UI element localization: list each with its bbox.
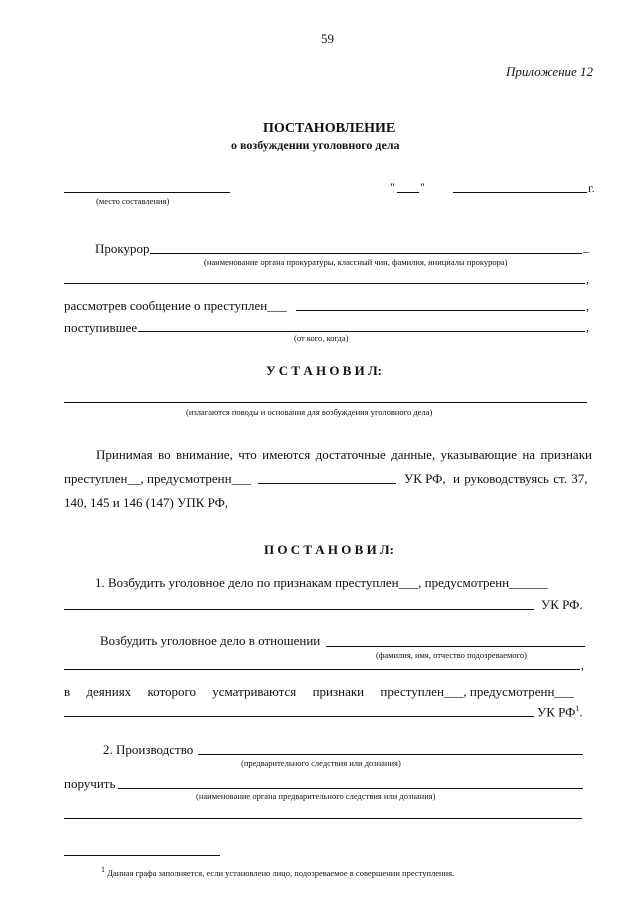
paragraph-word: имеются bbox=[262, 447, 311, 462]
date-quote-close: " bbox=[420, 180, 425, 194]
year-suffix: г. bbox=[588, 181, 595, 195]
footnote-separator bbox=[64, 855, 220, 856]
prosecutor-caption: (наименование органа прокуратуры, классный чин, фамилия, инициалы прокурора) bbox=[204, 257, 508, 267]
footnote-text: Данная графа заполняется, если установлено лицо, подозреваемое в совершении преступления. bbox=[107, 867, 455, 878]
deeds-line bbox=[64, 685, 574, 698]
prosecutor-line bbox=[150, 253, 582, 254]
page-number: 59 bbox=[321, 31, 334, 46]
paragraph-word: внимание, bbox=[175, 447, 233, 462]
item1b-line bbox=[326, 646, 585, 647]
established-line bbox=[64, 402, 587, 403]
item1-line bbox=[64, 609, 534, 610]
date-month-line bbox=[453, 192, 587, 193]
prosecutor-line-end: _ bbox=[583, 240, 589, 254]
date-quote-open: " bbox=[390, 180, 395, 194]
deeds-word: преступлен___, предусмотренн___ bbox=[380, 684, 574, 699]
item2-caption: (предварительного следствия или дознания) bbox=[241, 758, 401, 768]
deeds-word: усматриваются bbox=[212, 684, 297, 699]
received-label: поступившее bbox=[64, 320, 138, 335]
considered-line bbox=[296, 310, 585, 311]
item1-text: 1. Возбудить уголовное дело по признакам преступлен___, предусмотренн______ bbox=[95, 575, 549, 590]
considered-comma: , bbox=[586, 299, 589, 313]
paragraph-word: что bbox=[238, 447, 257, 462]
item1b-caption: (фамилия, имя, отчество подозреваемого) bbox=[376, 650, 527, 660]
document-title: ПОСТАНОВЛЕНИЕ bbox=[263, 121, 396, 136]
deeds-blank-line bbox=[64, 716, 534, 717]
item1b-text: Возбудить уголовное дело в отношении bbox=[100, 633, 321, 648]
received-line bbox=[138, 331, 585, 332]
paragraph-line-2-blank bbox=[258, 483, 396, 484]
received-comma: , bbox=[586, 320, 589, 334]
paragraph-word: данные, bbox=[391, 447, 436, 462]
item1b-comma: , bbox=[581, 658, 584, 672]
prosecutor-line-2-comma: , bbox=[586, 272, 589, 286]
deeds-word: которого bbox=[147, 684, 196, 699]
footnote-mark: 1 bbox=[101, 865, 105, 874]
footnote bbox=[101, 866, 454, 877]
paragraph-line-1 bbox=[96, 448, 592, 461]
paragraph-line-2-start: преступлен__, предусмотренн___ bbox=[64, 471, 252, 486]
item2-text: 2. Производство bbox=[103, 742, 194, 757]
paragraph-word: на bbox=[522, 447, 536, 462]
deeds-word: деяниях bbox=[86, 684, 132, 699]
established-caption: (излагаются поводы и основания для возбуждения уголовного дела) bbox=[186, 407, 433, 417]
footnote-reference: 1 bbox=[575, 704, 580, 713]
resolved-heading: П О С Т А Н О В И Л: bbox=[264, 542, 394, 557]
received-caption: (от кого, когда) bbox=[294, 333, 349, 343]
paragraph-word: во bbox=[158, 447, 171, 462]
deeds-end-period: . bbox=[579, 704, 583, 720]
assign-label: поручить bbox=[64, 776, 116, 791]
place-line bbox=[64, 192, 230, 193]
paragraph-word: Принимая bbox=[96, 447, 153, 462]
prosecutor-line-2 bbox=[64, 283, 585, 284]
assign-line-2 bbox=[64, 818, 582, 819]
place-caption: (место составления) bbox=[96, 196, 170, 206]
paragraph-line-3: 140, 145 и 146 (147) УПК РФ, bbox=[64, 495, 229, 510]
deeds-end bbox=[537, 705, 583, 718]
document-subtitle: о возбуждении уголовного дела bbox=[231, 138, 400, 152]
paragraph-word: достаточные bbox=[315, 447, 386, 462]
prosecutor-label: Прокурор bbox=[95, 241, 150, 256]
deeds-word: в bbox=[64, 684, 71, 699]
paragraph-word: признаки bbox=[540, 447, 592, 462]
assign-caption: (наименование органа предварительного следствия или дознания) bbox=[196, 791, 436, 801]
paragraph-line-2-end: и руководствуясь ст. 37, bbox=[453, 471, 588, 486]
item2-line bbox=[198, 754, 583, 755]
item1-end: УК РФ. bbox=[541, 597, 583, 612]
deeds-word: признаки bbox=[312, 684, 365, 699]
deeds-end-text: УК РФ bbox=[537, 704, 576, 720]
paragraph-line-2-code: УК РФ, bbox=[404, 471, 446, 486]
considered-label: рассмотрев сообщение о преступлен___ bbox=[64, 298, 287, 313]
item1b-line-2 bbox=[64, 669, 580, 670]
date-day-line bbox=[397, 192, 419, 193]
established-heading: У С Т А Н О В И Л: bbox=[266, 363, 383, 378]
paragraph-word: указывающие bbox=[440, 447, 517, 462]
appendix-label: Приложение 12 bbox=[506, 64, 594, 79]
assign-line bbox=[118, 788, 583, 789]
